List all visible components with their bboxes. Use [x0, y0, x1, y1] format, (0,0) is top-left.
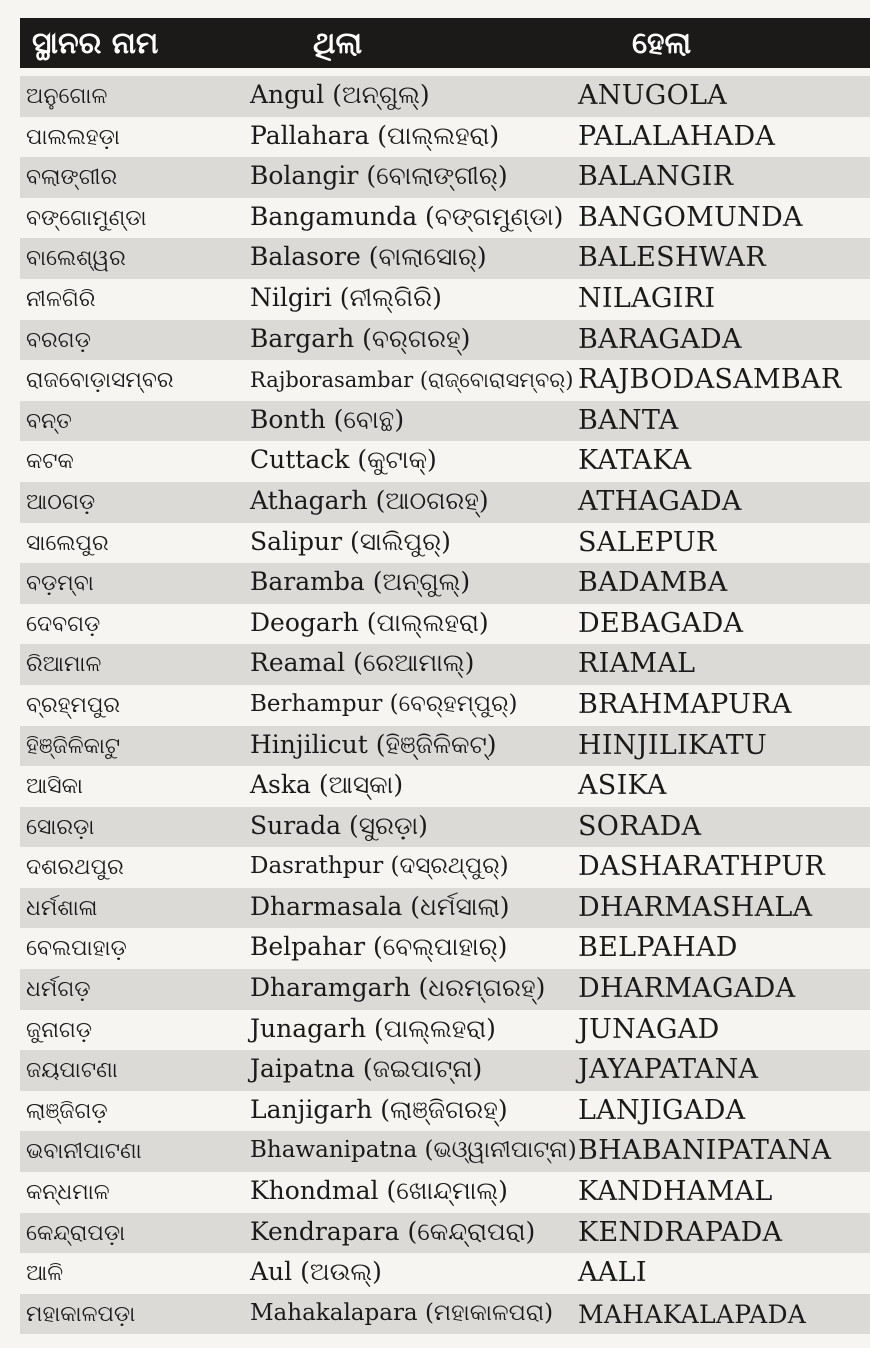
place-name-odia: ଲାଞ୍ଜିଗଡ଼ — [26, 1098, 108, 1124]
new-name: BHABANIPATANA — [578, 1135, 832, 1167]
new-name: DASHARATHPUR — [578, 851, 825, 883]
table-row — [20, 888, 870, 929]
place-name-odia: ଭବାନୀପାଟଣା — [26, 1139, 142, 1165]
new-name: KENDRAPADA — [578, 1216, 783, 1248]
new-name: MAHAKALAPADA — [578, 1299, 807, 1329]
place-name-odia: ଜୟପାଟଣା — [26, 1058, 118, 1084]
table-row — [20, 1172, 870, 1213]
place-name-odia: ବରଗଡ଼ — [26, 327, 91, 353]
new-name: BELPAHAD — [578, 932, 738, 964]
place-name-odia: ଆଳି — [26, 1261, 64, 1287]
place-name-odia: ବଡ଼ମ୍ବା — [26, 571, 94, 597]
table-row — [20, 1091, 870, 1132]
table-row — [20, 279, 870, 320]
old-name: Bhawanipatna (ଭଓ୍ୱାନୀପାଟ୍ନା) — [250, 1137, 577, 1164]
place-name-odia: ଆଠଗଡ଼ — [26, 489, 96, 515]
table-row — [20, 1253, 870, 1294]
old-name: Hinjilicut (ହିଞ୍ଜିଳିକଟ୍) — [250, 729, 497, 759]
table-row — [20, 644, 870, 685]
place-name-odia: କନ୍ଧମାଳ — [26, 1180, 110, 1206]
old-name: Pallahara (ପାଲ୍‌ଲହରା) — [250, 120, 500, 150]
table-row — [20, 198, 870, 239]
table-row — [20, 1010, 870, 1051]
place-name-odia: ସୋରଡ଼ା — [26, 814, 95, 840]
old-name: Aul (ଅଉଲ୍) — [250, 1257, 382, 1287]
new-name: DEBAGADA — [578, 607, 744, 639]
old-name: Aska (ଆସ୍କା) — [250, 770, 404, 800]
new-name: ATHAGADA — [578, 485, 742, 517]
new-name: HINJILIKATU — [578, 729, 768, 761]
new-name: SALEPUR — [578, 526, 717, 558]
new-name: JUNAGAD — [578, 1013, 720, 1045]
old-name: Bolangir (ବୋଲାଙ୍ଗୀର୍) — [250, 161, 508, 191]
table-row — [20, 604, 870, 645]
new-name: BRAHMAPURA — [578, 688, 792, 720]
place-name-odia: ବଲାଙ୍ଗୀର — [26, 165, 118, 191]
table-row — [20, 320, 870, 361]
header-place-name: ସ୍ଥାନର ନାମ — [32, 26, 159, 61]
old-name: Salipur (ସାଲିପୁର୍) — [250, 526, 451, 556]
new-name: ASIKA — [578, 770, 667, 802]
new-name: SORADA — [578, 810, 702, 842]
old-name: Lanjigarh (ଲାଞ୍ଜିଗରହ୍) — [250, 1094, 508, 1124]
place-name-odia: ବନ୍ତ — [26, 408, 72, 434]
new-name: PALALAHADA — [578, 120, 776, 152]
table-row — [20, 360, 870, 401]
place-name-odia: ରାଜବୋଡ଼ାସମ୍ବର — [26, 368, 174, 394]
place-name-odia: ଦେବଗଡ଼ — [26, 611, 101, 637]
table-row — [20, 807, 870, 848]
new-name: DHARMASHALA — [578, 891, 813, 923]
new-name: BALESHWAR — [578, 242, 766, 274]
new-name: JAYAPATANA — [578, 1054, 759, 1086]
table-row — [20, 563, 870, 604]
old-name: Bonth (ବୋନ୍ଥ) — [250, 404, 405, 434]
old-name: Surada (ସୁରଡ଼ା) — [250, 810, 428, 840]
place-name-odia: ଧର୍ମଗଡ଼ — [26, 977, 91, 1003]
place-name-odia: ମହାକାଳପଡ଼ା — [26, 1301, 136, 1327]
new-name: RAJBODASAMBAR — [578, 364, 842, 396]
old-name: Berhampur (ବେର୍‌ହମ୍‌ପୁର୍) — [250, 690, 518, 717]
place-name-odia: ସାଲେପୁର — [26, 530, 109, 556]
old-name: Rajborasambar (ରାଜ୍‌ବୋରାସମ୍ବର୍) — [250, 368, 574, 393]
table-row — [20, 1213, 870, 1254]
place-name-odia: ଆସିକା — [26, 774, 83, 800]
place-name-odia: ବାଲେଶ୍ୱର — [26, 246, 126, 272]
place-name-odia: କଟକ — [26, 449, 74, 475]
new-name: LANJIGADA — [578, 1094, 746, 1126]
table-row — [20, 117, 870, 158]
old-name: Kendrapara (କେନ୍ଦ୍ରାପରା) — [250, 1216, 536, 1246]
table-header — [20, 18, 870, 68]
place-name-odia: ଜୁନାଗଡ଼ — [26, 1017, 93, 1043]
place-name-odia: ବେଲପାହାଡ଼ — [26, 936, 127, 962]
new-name: BARAGADA — [578, 323, 742, 355]
old-name: Bargarh (ବର୍‌ଗରହ୍) — [250, 323, 471, 353]
place-name-odia: ବ୍ରହ୍ମପୁର — [26, 692, 121, 718]
place-name-odia: ଅନୁଗୋଳ — [26, 84, 108, 109]
old-name: Khondmal (ଖୋନ୍ଦ୍‌ମାଲ୍) — [250, 1176, 508, 1206]
old-name: Deogarh (ପାଲ୍‌ଲହରା) — [250, 607, 489, 637]
old-name: Athagarh (ଆଠଗରହ୍) — [250, 485, 489, 515]
new-name: BALANGIR — [578, 161, 734, 193]
old-name: Reamal (ରେଆମାଲ୍) — [250, 648, 475, 678]
old-name: Dharamgarh (ଧରମ୍‌ଗରହ୍) — [250, 973, 546, 1003]
place-name-odia: ନୀଳଗିରି — [26, 286, 96, 312]
place-name-odia: ହିଞ୍ଜିଳିକାଟୁ — [26, 733, 121, 759]
table-row — [20, 726, 870, 767]
table-row — [20, 766, 870, 807]
place-name-table — [20, 76, 870, 1334]
place-name-odia: ବଙ୍ଗୋମୁଣ୍ଡା — [26, 205, 147, 231]
table-row — [20, 1294, 870, 1335]
table-row — [20, 847, 870, 888]
old-name: Baramba (ଅନ୍‌ଗୁଲ୍) — [250, 567, 471, 597]
old-name: Angul (ଅନ୍‌ଗୁଲ୍) — [250, 80, 430, 109]
new-name: BANTA — [578, 404, 679, 436]
new-name: DHARMAGADA — [578, 973, 796, 1005]
new-name: KANDHAMAL — [578, 1176, 773, 1208]
old-name: Mahakalapara (ମହାକାଳପରା) — [250, 1299, 554, 1326]
old-name: Nilgiri (ନୀଲ୍‌ଗିରି) — [250, 282, 442, 312]
place-name-odia: କେନ୍ଦ୍ରାପଡ଼ା — [26, 1220, 126, 1246]
header-was: ଥିଲା — [313, 26, 363, 61]
old-name: Dharmasala (ଧର୍ମସାଲା) — [250, 891, 510, 921]
place-name-odia: ପାଲଲହଡ଼ା — [26, 124, 120, 150]
new-name: ANUGOLA — [578, 80, 728, 111]
place-name-odia: ଦଶରଥପୁର — [26, 855, 124, 881]
new-name: BANGOMUNDA — [578, 201, 803, 233]
old-name: Belpahar (ବେଲ୍‌ପାହାର୍) — [250, 932, 508, 962]
table-row — [20, 401, 870, 442]
old-name: Bangamunda (ବଙ୍ଗମୁଣ୍ଡା) — [250, 201, 564, 231]
old-name: Dasrathpur (ଦସ୍‌ରଥ୍‌ପୁର୍) — [250, 853, 509, 880]
table-row — [20, 523, 870, 564]
table-row — [20, 76, 870, 117]
old-name: Junagarh (ପାଲ୍‌ଲହରା) — [250, 1013, 496, 1043]
old-name: Balasore (ବାଲାସୋର୍) — [250, 242, 487, 272]
old-name: Jaipatna (ଜଇପାଟ୍ନା) — [250, 1054, 483, 1084]
table-row — [20, 157, 870, 198]
new-name: AALI — [578, 1257, 647, 1289]
table-row — [20, 238, 870, 279]
table-row — [20, 1050, 870, 1091]
table-row — [20, 685, 870, 726]
table-row — [20, 1131, 870, 1172]
table-row — [20, 441, 870, 482]
table-row — [20, 928, 870, 969]
new-name: RIAMAL — [578, 648, 696, 680]
new-name: BADAMBA — [578, 567, 728, 599]
place-name-odia: ଧର୍ମଶାଳା — [26, 895, 98, 921]
table-row — [20, 969, 870, 1010]
new-name: KATAKA — [578, 445, 692, 477]
new-name: NILAGIRI — [578, 282, 716, 314]
table-row — [20, 482, 870, 523]
old-name: Cuttack (କୁଟାକ୍) — [250, 445, 437, 475]
header-became: ହେଲା — [632, 26, 692, 61]
place-name-odia: ରିଆମାଳ — [26, 652, 102, 678]
